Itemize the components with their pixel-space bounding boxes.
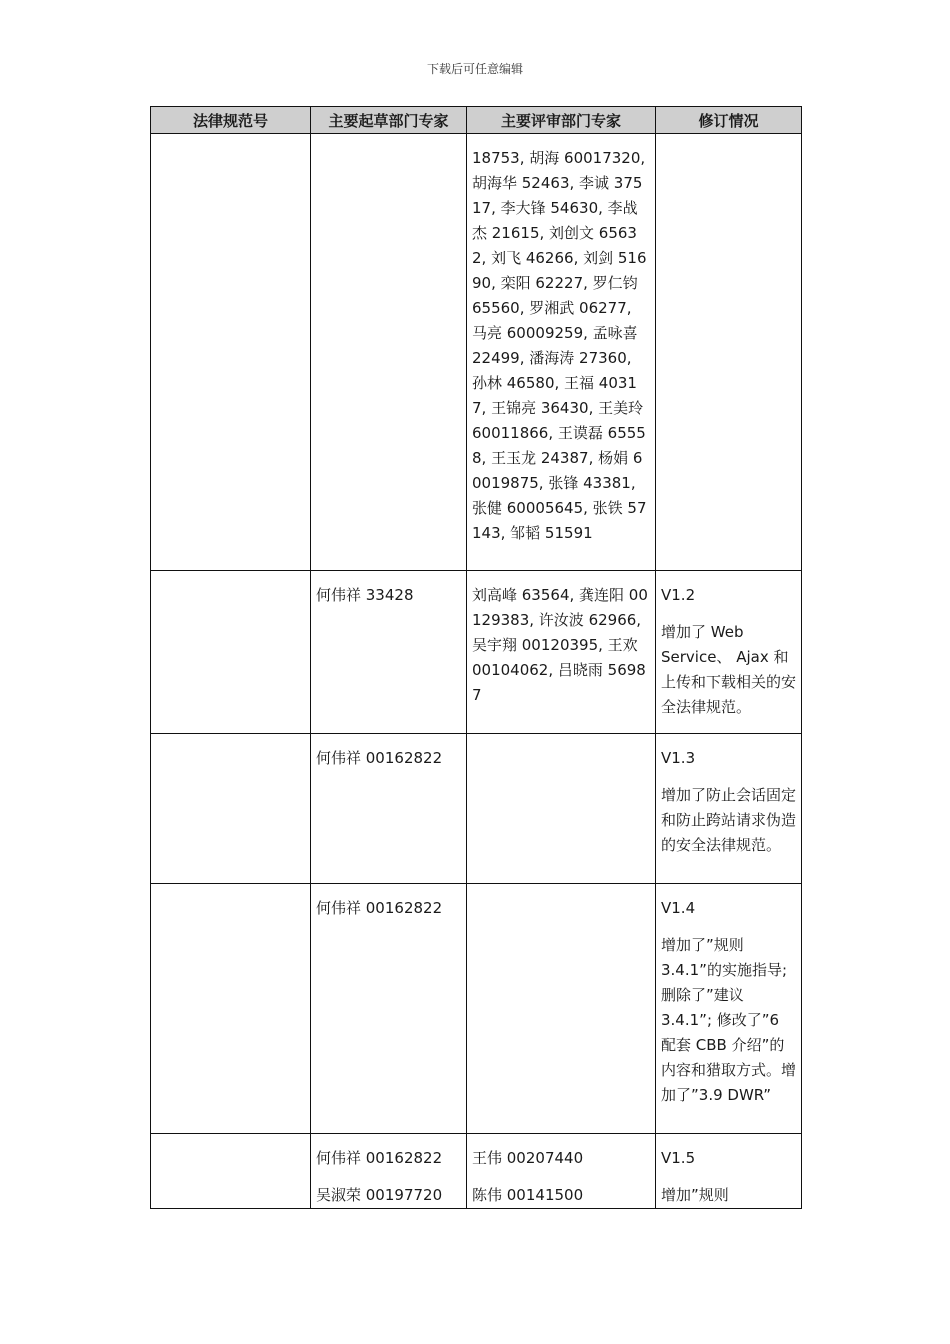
revision-table: [150, 106, 802, 1209]
revision-cell: [656, 571, 802, 734]
reviewers-cell: [467, 134, 656, 571]
drafters-cell: [311, 134, 467, 571]
revision-description: 增加了”规则 3.4.1”的实施指导; 删除了”建议 3.4.1”; 修改了”6 配套 CBB 介绍”的内容和猎取方式。增加了”3.9 DWR”: [661, 936, 797, 1104]
spec-cell: [151, 734, 311, 884]
reviewers-cell: [467, 571, 656, 734]
table-row: [151, 134, 802, 571]
revision-cell: [656, 1134, 802, 1209]
table-row: [151, 571, 802, 734]
spec-cell: [151, 134, 311, 571]
drafters-cell: [311, 1134, 467, 1209]
table-row: [151, 884, 802, 1134]
drafters-cell: [311, 734, 467, 884]
drafter-name: 何伟祥 00162822: [316, 899, 443, 917]
reviewer-list: 18753, 胡海 60017320, 胡海华 52463, 李诚 37517, 李大锋 54630, 李战杰 21615, 刘创文 65632, 刘飞 46266, 刘剑 51690, 栾阳 62227, 罗仁钧 65560, 罗湘武 06277, 马亮 60009259, 孟咏喜 22499, 潘海涛 27360, 孙林 46580, 王福 40317, 王锦亮 36430, 王美玲 60011866, 王谟磊 65558, 王玉龙 24387, 杨娟 60019875, 张锋 43381, 张健 60005645, 张铁 57143, 邹韬 51591: [472, 149, 647, 542]
revision-version: V1.2: [661, 586, 696, 604]
revision-description: 增加了 Web Service、 Ajax 和上传和下载相关的安全法律规范。: [661, 623, 797, 716]
revision-version: V1.4: [661, 899, 696, 917]
revision-description: 增加”规则: [661, 1186, 729, 1204]
revision-cell: [656, 134, 802, 571]
drafters-cell: [311, 571, 467, 734]
drafter-name: 何伟祥 33428: [316, 586, 414, 604]
reviewers-cell: [467, 884, 656, 1134]
table-row: [151, 1134, 802, 1209]
drafter-name: 吴淑荣 00197720: [316, 1186, 443, 1204]
revision-cell: [656, 884, 802, 1134]
page-header: 下载后可任意编辑: [426, 62, 523, 76]
drafter-name: 何伟祥 00162822: [316, 749, 443, 767]
reviewer-name: 王伟 00207440: [472, 1149, 584, 1167]
column-header: 主要评审部门专家: [467, 107, 656, 134]
reviewers-cell: [467, 1134, 656, 1209]
spec-cell: [151, 884, 311, 1134]
drafter-name: 何伟祥 00162822: [316, 1149, 443, 1167]
reviewer-list: 刘高峰 63564, 龚连阳 00129383, 许汝波 62966, 吴宇翔 00120395, 王欢 00104062, 吕晓雨 56987: [472, 586, 648, 704]
revision-version: V1.5: [661, 1149, 696, 1167]
column-header: 主要起草部门专家: [311, 107, 467, 134]
reviewer-name: 陈伟 00141500: [472, 1186, 584, 1204]
column-header: 修订情况: [656, 107, 802, 134]
drafters-cell: [311, 884, 467, 1134]
revision-version: V1.3: [661, 749, 696, 767]
table-row: [151, 734, 802, 884]
revision-description: 增加了防止会话固定和防止跨站请求伪造的安全法律规范。: [661, 786, 797, 854]
spec-cell: [151, 1134, 311, 1209]
reviewers-cell: [467, 734, 656, 884]
revision-cell: [656, 734, 802, 884]
spec-cell: [151, 571, 311, 734]
column-header: 法律规范号: [151, 107, 311, 134]
table-header-row: [151, 107, 802, 134]
